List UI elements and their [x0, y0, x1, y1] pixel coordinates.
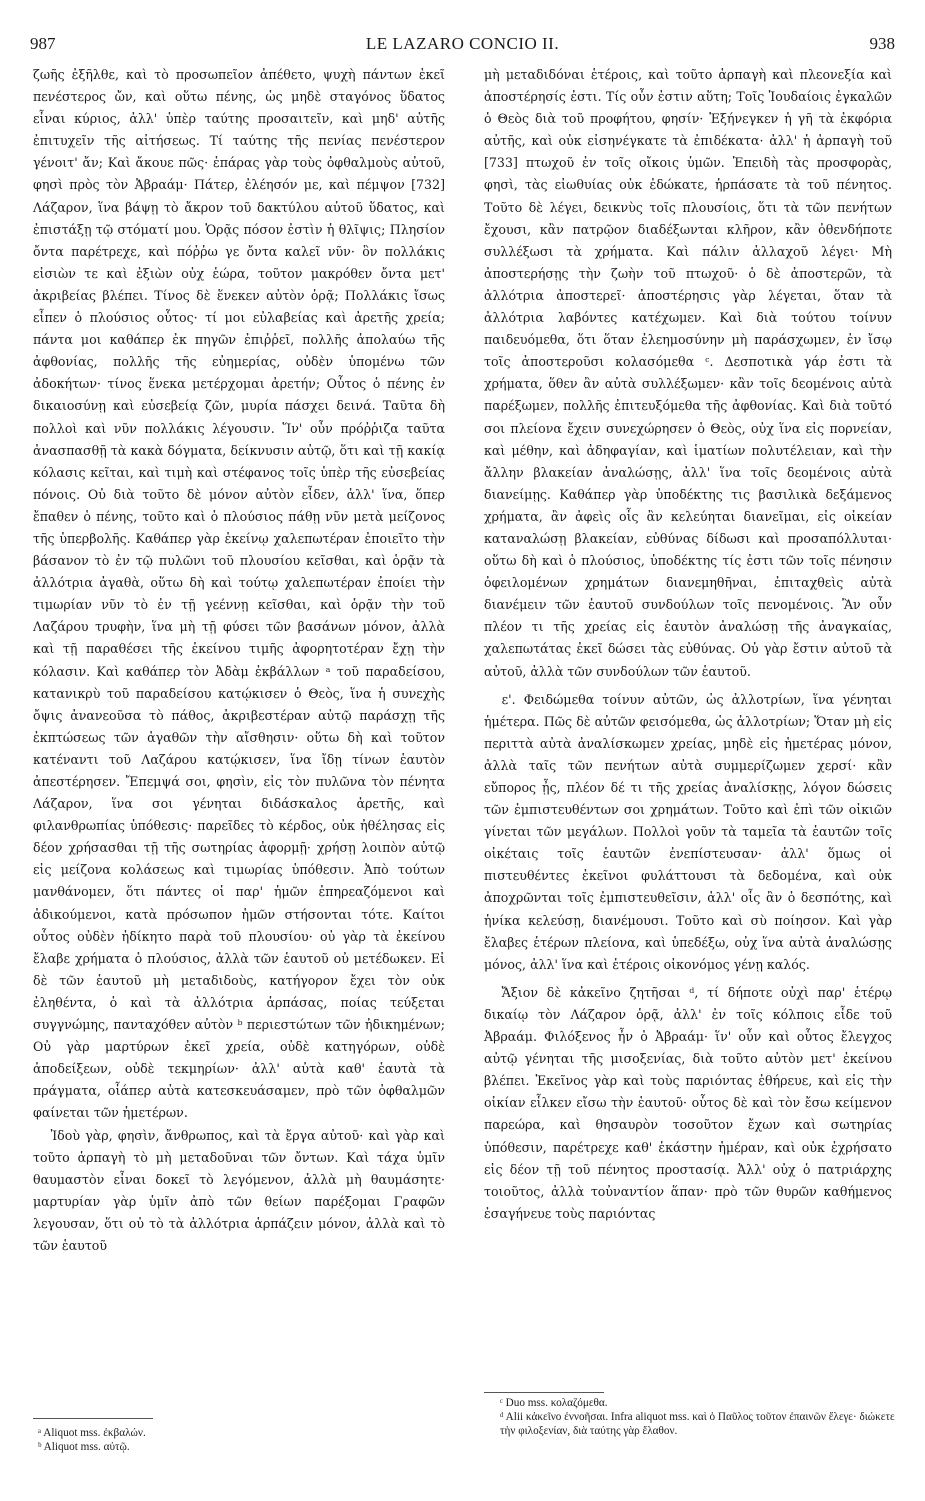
- footnote-rule-left: [33, 1418, 153, 1419]
- left-column: [33, 64, 445, 1257]
- left-paragraph-1: ζωῆς ἐξῆλθε, καὶ τὸ προσωπεῖον ἀπέθετο, ψυχὴ πάντων ἐκεῖ πενέστερος ὤν, καὶ οὕτω πένης, ὡς μηδὲ σταγόνος ὕδατος εἶναι κύριος, ἀλλ' ὑπὲρ ταύτης προσαιτεῖν, καὶ μηδ' αὐτῆς ἐπιτυχεῖν τῆς αἰτήσεως. Τί ταύτης τῆς πενίας πενέστερον γένοιτ' ἄν; Καὶ ἄκουε πῶς· ἐπάρας γὰρ τοὺς ὀφθαλμοὺς αὐτοῦ, φησὶ πρὸς τὸν Ἀβραάμ· Πάτερ, ἐλέησόν με, καὶ πέμψον [732] Λάζαρον, ἵνα βάψῃ τὸ ἄκρον τοῦ δακτύλου αὐτοῦ ὕδατος, καὶ ἐπιστάξῃ τῷ στόματί μου. Ὁρᾷς πόσον ἐστὶν ἡ θλῖψις; Πλησίον ὄντα παρέτρεχε, καὶ πόῤῥω γε ὄντα καλεῖ νῦν· ὃν πολλάκις εἰσιὼν τε καὶ ἐξιὼν οὐχ ἑώρα, τοῦτον μακρόθεν ὄντα μετ' ἀκριβείας βλέπει. Τίνος δὲ ἕνεκεν αὐτὸν ὁρᾷ; Πολλάκις ἴσως εἶπεν ὁ πλούσιος οὗτος· τί μοι εὐλαβείας καὶ ἀρετῆς χρεία; πάντα μοι καθάπερ ἐκ πηγῶν ἐπιῤῥεῖ, πολλῆς ἀπολαύω τῆς ἀφθονίας, πολλῆς τῆς εὐημερίας, οὐδὲν ὑπομένω τῶν ἀδοκήτων· τίνος ἕνεκα μετέρχομαι ἀρετήν; Οὗτος ὁ πένης ἐν δικαιοσύνῃ καὶ εὐσεβείᾳ ζῶν, μυρία πάσχει δεινά. Ταῦτα δὴ πολλοὶ καὶ νῦν πολλάκις λέγουσιν. Ἵν' οὖν πρόῤῥιζα ταῦτα ἀνασπασθῇ τὰ κακὰ δόγματα, δείκνυσιν αὐτῷ, ὅτι καὶ τῇ κακίᾳ κόλασις κεῖται, καὶ τιμὴ καὶ στέφανος τοῖς ὑπὲρ τῆς εὐσεβείας πόνοις. Οὐ διὰ τοῦτο δὲ μόνον αὐτὸν εἶδεν, ἀλλ' ἵνα, ὅπερ ἔπαθεν ὁ πένης, τοῦτο καὶ ὁ πλούσιος πάθῃ νῦν μετὰ μείζονος τῆς ὑπερβολῆς. Καθάπερ γὰρ ἐκείνῳ χαλεπωτέραν ἐποιεῖτο τὴν βάσανον τὸ ἐν τῷ πυλῶνι τοῦ πλουσίου κεῖσθαι, καὶ ὁρᾷν τὰ ἀλλότρια ἀγαθὰ, οὕτω δὴ καὶ τούτῳ χαλεπωτέραν ἐποίει τὴν τιμωρίαν νῦν τὸ ἐν τῇ γεέννῃ κεῖσθαι, καὶ ὁρᾷν τὴν τοῦ Λαζάρου τρυφὴν, ἵνα μὴ τῇ φύσει τῶν βασάνων μόνον, ἀλλὰ καὶ τῇ παραθέσει τῆς ἐκείνου τιμῆς ἀφορητοτέραν ἔχῃ τὴν κόλασιν. Καὶ καθάπερ τὸν Ἀδὰμ ἐκβάλλων ᵃ τοῦ παραδείσου, κατανικρὺ τοῦ παραδείσου κατῴκισεν ὁ Θεὸς, ἵνα ἡ συνεχὴς ὄψις ἀνανεοῦσα τὸ πάθος, ἀκριβεστέραν αὐτῷ παράσχῃ τῆς ἐκπτώσεως τῶν ἀγαθῶν τὴν αἴσθησιν· οὕτω δὴ καὶ τοῦτον κατέναντι τοῦ Λαζάρου κατῴκισεν, ἵνα ἴδῃ τίνων ἑαυτὸν ἀπεστέρησεν. Ἔπεμψά σοι, φησὶν, εἰς τὸν πυλῶνα τὸν πένητα Λάζαρον, ἵνα σοι γένηται διδάσκαλος ἀρετῆς, καὶ φιλανθρωπίας ὑπόθεσις· παρεῖδες τὸ κέρδος, οὐκ ἠθέλησας εἰς δέον χρήσασθαι τῇ τῆς σωτηρίας ἀφορμῇ· χρήσῃ λοιπὸν αὐτῷ εἰς μείζονα κολάσεως καὶ τιμωρίας ὑπόθεσιν. Ἀπὸ τούτων μανθάνομεν, ὅτι πάντες οἱ παρ' ἡμῶν ἐπηρεαζόμενοι καὶ ἀδικούμενοι, κατὰ πρόσωπον ἡμῶν στήσονται τότε. Καίτοι οὗτος οὐδὲν ἠδίκητο παρὰ τοῦ πλουσίου· οὐ γὰρ τὰ ἐκείνου ἔλαβε χρήματα ὁ πλούσιος, ἀλλὰ τῶν ἑαυτοῦ οὐ μετέδωκεν. Εἰ δὲ τῶν ἑαυτοῦ μὴ μεταδιδοὺς, κατήγορον ἔχει τὸν οὐκ ἐληθέντα, ὁ καὶ τὰ ἀλλότρια ἁρπάσας, ποίας τεύξεται συγγνώμης, πανταχόθεν αὐτὸν ᵇ περιεστώτων τῶν ἠδικημένων; Οὐ γὰρ μαρτύρων ἐκεῖ χρεία, οὐδὲ κατηγόρων, οὐδὲ ἀποδείξεων, οὐδὲ τεκμηρίων· ἀλλ' αὐτὰ καθ' ἑαυτὰ τὰ πράγματα, οἷάπερ αὐτὰ κατεσκευάσαμεν, πρὸ τῶν ὀφθαλμῶν φαίνεται τῶν ἡμετέρων.: [33, 67, 445, 1121]
- page-number-left: 987: [30, 34, 56, 53]
- right-column: [484, 64, 892, 1225]
- right-paragraph-3: Ἄξιον δὲ κἀκεῖνο ζητῆσαι ᵈ, τί δήποτε οὐχὶ παρ' ἑτέρῳ δικαίῳ τὸν Λάζαρον ὁρᾷ, ἀλλ' ἐν τοῖς κόλποις εἶδε τοῦ Ἀβραάμ. Φιλόξενος ἦν ὁ Ἀβραάμ· ἵν' οὖν καὶ οὗτος ἔλεγχος αὐτῷ γένηται τῆς μισοξενίας, διὰ τοῦτο αὐτὸν μετ' ἐκείνου βλέπει. Ἐκεῖνος γὰρ καὶ τοὺς παριόντας ἐθήρευε, καὶ εἰς τὴν οἰκίαν εἷλκεν εἴσω τὴν ἑαυτοῦ· οὗτος δὲ καὶ τὸν ἔσω κείμενον παρεώρα, καὶ θησαυρὸν τοσοῦτον ἔχων καὶ σωτηρίας ὑπόθεσιν, παρέτρεχε καθ' ἑκάστην ἡμέραν, καὶ οὐκ ἐχρήσατο εἰς δέον τῇ τοῦ πένητος προστασίᾳ. Ἀλλ' οὐχ ὁ πατριάρχης τοιοῦτος, ἀλλὰ τοὐναντίον ἅπαν· πρὸ τῶν θυρῶν καθήμενος ἐσαγήνευε τοὺς παριόντας: [484, 984, 892, 1221]
- right-paragraph-1: μὴ μεταδιδόναι ἑτέροις, καὶ τοῦτο ἁρπαγὴ καὶ πλεονεξία καὶ ἀποστέρησίς ἐστι. Τίς οὖν ἐστιν αὕτη; Τοῖς Ἰουδαίοις ἐγκαλῶν ὁ Θεὸς διὰ τοῦ προφήτου, φησίν· Ἐξήνεγκεν ἡ γῆ τὰ ἐκφόρια αὐτῆς, καὶ οὐκ εἰσηνέγκατε τὰ ἐπιδέκατα· ἀλλ' ἡ ἁρπαγὴ τοῦ [733] πτωχοῦ ἐν τοῖς οἴκοις ὑμῶν. Ἐπειδὴ τὰς προσφορὰς, φησὶ, τὰς εἰωθυίας οὐκ ἐδώκατε, ἡρπάσατε τὰ τοῦ πένητος. Τοῦτο δὲ λέγει, δεικνὺς τοῖς πλουσίοις, ὅτι τὰ τῶν πενήτων ἔχουσι, κἂν πατρῷον διαδέξωνται κλῆρον, κἂν ὀθενδήποτε συλλέξωσι τὰ χρήματα. Καὶ πάλιν ἀλλαχοῦ λέγει· Μὴ ἀποστερήσῃς τὴν ζωὴν τοῦ πτωχοῦ· ὁ δὲ ἀποστερῶν, τὰ ἀλλότρια ἀποστερεῖ· ἀποστέρησις γὰρ λέγεται, ὅταν τὰ ἀλλότρια λαβόντες κατέχωμεν. Καὶ διὰ τούτου τοίνυν παιδευόμεθα, ὅτι ὅταν ἐλεημοσύνην μὴ παράσχωμεν, ἐν ἴσῳ τοῖς ἀποστεροῦσι κολασόμεθα ᶜ. Δεσποτικὰ γάρ ἐστι τὰ χρήματα, ὅθεν ἂν αὐτὰ συλλέξωμεν· κἂν τοῖς δεομένοις αὐτὰ παρέξωμεν, πολλῆς ἐπιτευξόμεθα τῆς ἀφθονίας. Καὶ διὰ τοῦτό σοι πλείονα ἔχειν συνεχώρησεν ὁ Θεὸς, οὐχ ἵνα εἰς πορνείαν, καὶ μέθην, καὶ ἀδηφαγίαν, καὶ ἱματίων πολυτέλειαν, καὶ τὴν ἄλλην βλακείαν ἀναλώσῃς, ἀλλ' ἵνα τοῖς δεομένοις αὐτὰ διανείμῃς. Καθάπερ γὰρ ὑποδέκτης τις βασιλικὰ δεξάμενος χρήματα, ἂν ἀφεὶς οἷς ἂν κελεύηται διανεῖμαι, εἰς οἰκείαν καταναλώσῃ βλακείαν, εὐθύνας δίδωσι καὶ προσαπόλλυται· οὕτω δὴ καὶ ὁ πλούσιος, ὑποδέκτης τίς ἐστι τῶν τοῖς πένησιν ὀφειλομένων χρημάτων διανεμηθῆναι, ἐπιταχθεὶς αὐτὰ διανέμειν τῶν ἑαυτοῦ συνδούλων τοῖς πενομένοις. Ἂν οὖν πλέον τι τῆς χρείας εἰς ἑαυτὸν ἀναλώσῃ τῆς ἀναγκαίας, χαλεπωτάτας ἐκεῖ δώσει τὰς εὐθύνας. Οὐ γὰρ ἔστιν αὐτοῦ τὰ αὐτοῦ, ἀλλὰ τῶν συνδούλων τῶν ἑαυτοῦ.: [484, 67, 892, 679]
- footnotes-left: [38, 1426, 438, 1454]
- footnote-d: ᵈ Alii κἀκεῖνο ἐννοῆσαι. Infra aliquot mss. καὶ ὁ Παῦλος τοῦτον ἐπαινῶν ἔλεγε· διώκετε τὴν φιλοξενίαν, διὰ ταύτης γὰρ ἔλαθον.: [500, 1411, 895, 1437]
- footnotes-right: [500, 1396, 900, 1438]
- footnote-a: ᵃ Aliquot mss. ἐκβαλών.: [38, 1427, 146, 1439]
- left-paragraph-2: Ἰδοὺ γὰρ, φησὶν, ἄνθρωπος, καὶ τὰ ἔργα αὐτοῦ· καὶ γὰρ καὶ τοῦτο ἁρπαγὴ τὸ μὴ μεταδοῦναι τῶν ὄντων. Καὶ τάχα ὑμῖν θαυμαστὸν εἶναι δοκεῖ τὸ λεγόμενον, ἀλλὰ μὴ θαυμάσητε· μαρτυρίαν γὰρ ὑμῖν ἀπὸ τῶν θείων παρέξομαι Γραφῶν λεγουσαν, ὅτι οὐ τὸ τὰ ἀλλότρια ἁρπάζειν μόνον, ἀλλὰ καὶ τὸ τῶν ἑαυτοῦ: [33, 1127, 445, 1253]
- running-title: LE LAZARO CONCIO II.: [365, 34, 560, 53]
- footnote-c: ᶜ Duo mss. κολαζόμεθα.: [500, 1397, 608, 1409]
- footnote-rule-right: [484, 1392, 604, 1393]
- right-paragraph-2: ε'. Φειδώμεθα τοίνυν αὐτῶν, ὡς ἀλλοτρίων, ἵνα γένηται ἡμέτερα. Πῶς δὲ αὐτῶν φεισόμεθα, ὡς ἀλλοτρίων; Ὅταν μὴ εἰς περιττὰ αὐτὰ ἀναλίσκωμεν χρείας, μηδὲ εἰς ἡμετέρας μόνον, ἀλλὰ ταῖς τῶν πενήτων αὐτὰ συμμερίζωμεν χερσί· κἂν εὔπορος ᾖς, πλέον δέ τι τῆς χρείας ἀναλίσκῃς, λόγον δώσεις τῶν ἐμπιστευθέντων σοι χρημάτων. Τοῦτο καὶ ἐπὶ τῶν οἰκιῶν γίνεται τῶν μεγάλων. Πολλοὶ γοῦν τὰ ταμεῖα τὰ ἑαυτῶν τοῖς οἰκέταις τοῖς ἑαυτῶν ἐνεπίστευσαν· ἀλλ' ὅμως οἱ πιστευθέντες ἐκεῖνοι φυλάττουσι τὰ δεδομένα, καὶ οὐκ ἀποχρῶνται τοῖς ἐμπιστευθεῖσιν, ἀλλ' οἷς ἂν ὁ δεσπότης, καὶ ἡνίκα κελεύσῃ, διανέμουσι. Τοῦτο καὶ σὺ ποίησον. Καὶ γὰρ ἔλαβες ἑτέρων πλείονα, καὶ ὑπεδέξω, οὐχ ἵνα αὐτὰ ἀναλώσῃς μόνος, ἀλλ' ἵνα καὶ ἑτέροις οἰκονόμος γένῃ καλός.: [484, 691, 892, 972]
- page-number-right: 938: [869, 34, 895, 53]
- footnote-b: ᵇ Aliquot mss. αὐτῷ.: [38, 1441, 130, 1453]
- page-header: [30, 34, 895, 58]
